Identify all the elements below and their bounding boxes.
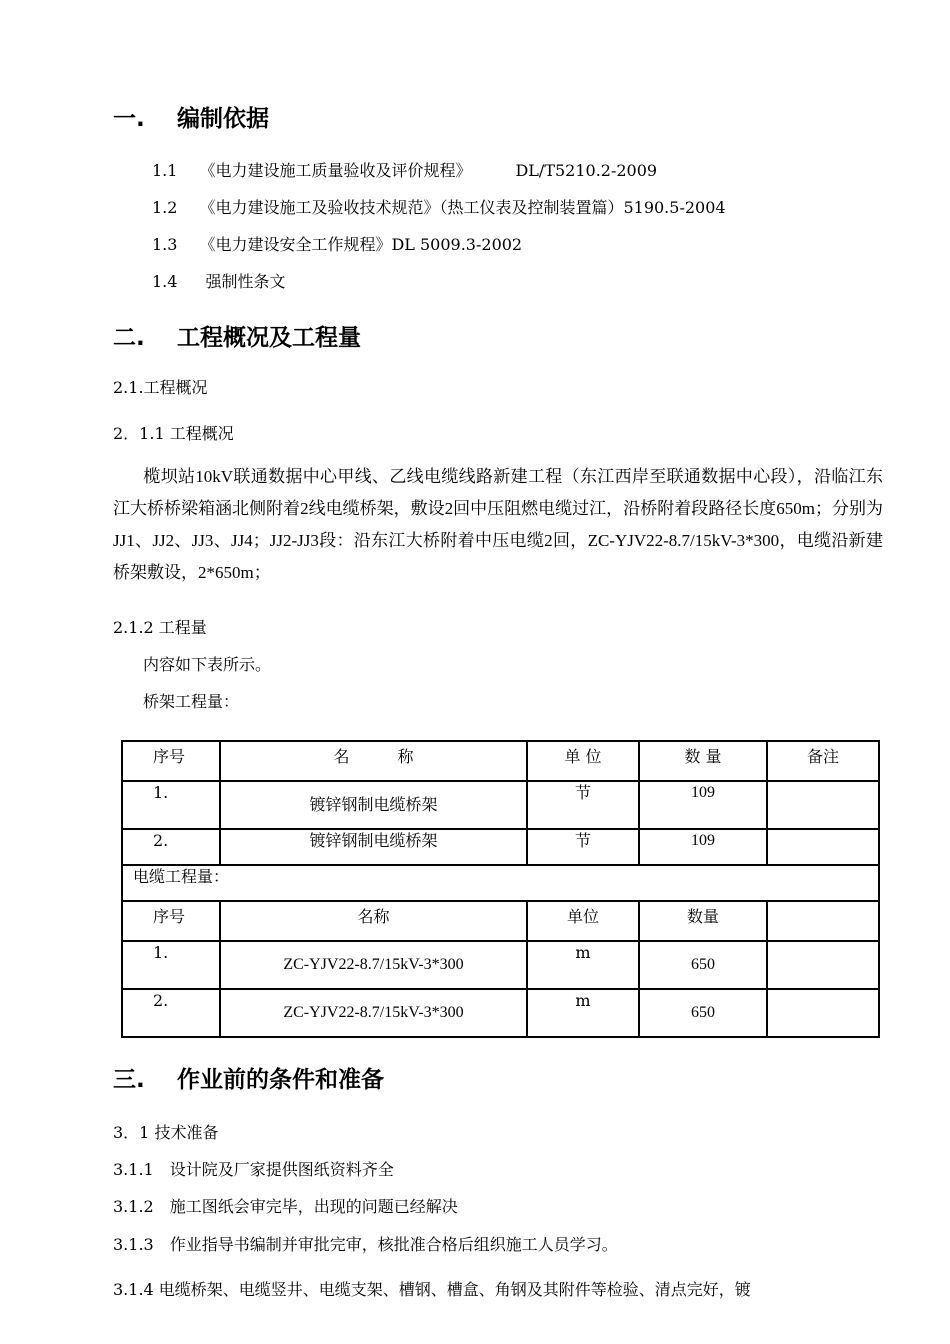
section-heading-1 (113, 104, 269, 134)
table-cell (767, 941, 879, 989)
table-cell: 1. (122, 941, 220, 989)
section-title: 编制依据 (177, 106, 269, 132)
prep-item-3: 3.1.2 施工图纸会审完毕，出现的问题已经解决 (113, 1197, 458, 1216)
header-cell: 序号 (122, 741, 220, 781)
table-cell: ZC-YJV22-8.7/15kV-3*300 (220, 941, 527, 989)
subheading-2-1-1: 2．1.1 工程概况 (113, 424, 234, 443)
basis-item-4 (152, 271, 285, 293)
table-cell: 节 (527, 781, 639, 829)
bridge-caption: 桥架工程量： (143, 692, 240, 711)
prep-item-1: 3．1 技术准备 (113, 1123, 219, 1142)
basis-number: 1.4 (152, 272, 178, 291)
table-cell: 节 (527, 829, 639, 865)
basis-text: 《电力建设安全工作规程》DL 5009.3-2002 (199, 235, 523, 254)
header-cell: 备注 (767, 741, 879, 781)
overview-paragraph (113, 461, 883, 589)
section-heading-3 (113, 1065, 384, 1095)
basis-item-3 (152, 234, 522, 256)
table-header-row (122, 901, 879, 941)
basis-number: 1.2 (152, 198, 178, 217)
table-intro: 内容如下表所示。 (143, 655, 272, 674)
section-title: 工程概况及工程量 (177, 325, 361, 351)
section-number: 一. (113, 106, 145, 132)
prep-item-5: 3.1.4 电缆桥架、电缆竖井、电缆支架、槽钢、槽盒、角钢及其附件等检验、清点完好，镀 (113, 1280, 751, 1299)
table-cell: 650 (639, 941, 767, 989)
section-number: 三. (113, 1067, 145, 1093)
header-cell: 名称 (220, 901, 527, 941)
table-cell: 1. (122, 781, 220, 829)
table-cell: 2. (122, 829, 220, 865)
section-number: 二. (113, 325, 145, 351)
table-caption-row (122, 865, 879, 901)
basis-text: 强制性条文 (205, 272, 286, 291)
basis-code: DL/T5210.2-2009 (515, 161, 658, 180)
header-cell: 名 称 (220, 741, 527, 781)
table-row (122, 989, 879, 1037)
subheading-2-1-2: 2.1.2 工程量 (113, 618, 207, 637)
header-cell: 单位 (527, 901, 639, 941)
table-cell: m (527, 941, 639, 989)
table-cell: 镀锌钢制电缆桥架 (220, 829, 527, 865)
table-cell (767, 781, 879, 829)
table-cell (767, 989, 879, 1037)
basis-text: 《电力建设施工质量验收及评价规程》 (199, 161, 472, 180)
header-cell: 单 位 (527, 741, 639, 781)
basis-number: 1.1 (152, 161, 178, 180)
header-cell: 序号 (122, 901, 220, 941)
basis-text: 《电力建设施工及验收技术规范》（热工仪表及控制装置篇）5190.5-2004 (199, 198, 726, 217)
table-cell (767, 829, 879, 865)
table-cell: 109 (639, 829, 767, 865)
subheading-2-1: 2.1.工程概况 (113, 378, 208, 397)
header-cell: 数 量 (639, 741, 767, 781)
basis-number: 1.3 (152, 235, 178, 254)
section-heading-2 (113, 323, 361, 353)
cable-caption: 电缆工程量： (122, 865, 879, 901)
header-cell: 数量 (639, 901, 767, 941)
table-cell: ZC-YJV22-8.7/15kV-3*300 (220, 989, 527, 1037)
prep-item-4: 3.1.3 作业指导书编制并审批完审，核批准合格后组织施工人员学习。 (113, 1235, 618, 1254)
basis-item-1 (152, 160, 657, 182)
table-header-row (122, 741, 879, 781)
prep-item-2: 3.1.1 设计院及厂家提供图纸资料齐全 (113, 1160, 394, 1179)
section-title: 作业前的条件和准备 (177, 1067, 384, 1093)
quantity-table (121, 740, 880, 1038)
overview-text: 榄坝站10kV联通数据中心甲线、乙线电缆线路新建工程（东江西岸至联通数据中心段），沿临江东江大桥桥梁箱涵北侧附着2线电缆桥架，敷设2回中压阻燃电缆过江，沿桥附着段路径长度650m；分别为JJ1、JJ2、JJ3、JJ4；JJ2-JJ3段：沿东江大桥附着中压电缆2回，ZC-YJV22-8.7/15kV-3*300，电缆沿新建桥架敷设，2*650m； (113, 467, 883, 582)
table-cell: m (527, 989, 639, 1037)
header-cell (767, 901, 879, 941)
table-cell: 109 (639, 781, 767, 829)
table-cell: 2. (122, 989, 220, 1037)
table-cell: 650 (639, 989, 767, 1037)
table-row (122, 829, 879, 865)
table-cell: 镀锌钢制电缆桥架 (220, 781, 527, 829)
basis-item-2 (152, 197, 726, 219)
table-row (122, 781, 879, 829)
table-row (122, 941, 879, 989)
